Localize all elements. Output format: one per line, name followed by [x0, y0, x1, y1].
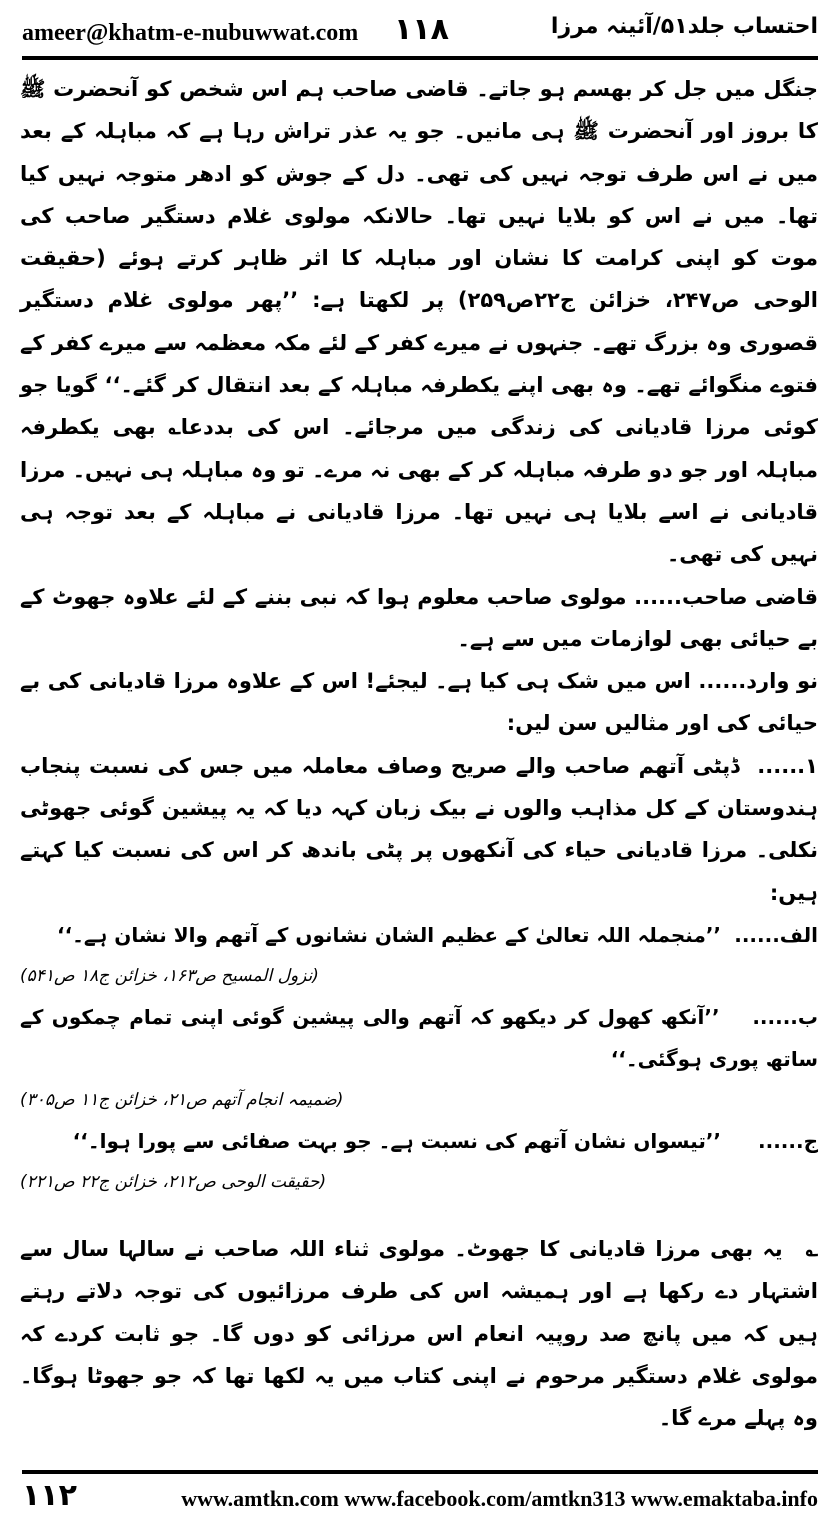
- quote-text: ’’تیسواں نشان آتھم کی نسبت ہے۔ جو بہت صفائی سے پورا ہوا۔‘‘: [72, 1128, 722, 1153]
- page-content: [20, 68, 818, 1439]
- reference-be: (ضمیمہ انجام آتھم ص۲۱، خزائن ج۱۱ ص۳۰۵): [20, 1089, 344, 1110]
- footer-links: www.amtkn.com www.facebook.com/amtkn313 www.emaktaba.info: [181, 1486, 818, 1511]
- dialogue-text: اس میں شک ہی کیا ہے۔ لیجئے! اس کے علاوہ مرزا قادیانی کی بے حیائی کی اور مثالیں سن لیں:: [20, 669, 818, 736]
- page-header: [22, 0, 818, 62]
- quote-jeem: [20, 1120, 818, 1162]
- dialogue-nowarid: [20, 660, 818, 745]
- quote-marker: الف......: [734, 922, 818, 947]
- header-title: احتساب جلد۵۱/آئینہ مرزا: [550, 14, 818, 39]
- reference-jeem: (حقیقت الوحی ص۲۱۲، خزائن ج۲۲ ص۲۲۱): [20, 1171, 327, 1192]
- speaker-label: قاضی صاحب......: [634, 584, 819, 609]
- numbered-item-1: [20, 745, 818, 914]
- footnote-text: یہ بھی مرزا قادیانی کا جھوٹ۔ مولوی ثناء اللہ صاحب نے سالہا سال سے اشتہار دے رکھا ہے اور ہمیشہ اس کی طرف مرزائیوں کی توجہ دلاتے رہتے ہیں کہ میں پانچ صد روپیہ انعام اس مرزائی کو دوں گا۔ جو ثابت کردے کہ مولوی غلام دستگیر مرحوم نے اپنی کتاب میں یہ لکھا تھا کہ جو جھوٹا ہوگا۔ وہ پہلے مرے گا۔: [20, 1236, 818, 1431]
- quote-alif: [20, 914, 818, 956]
- speaker-label: نو وارد......: [698, 669, 818, 694]
- header-page-number: ١١٨: [394, 12, 449, 47]
- quote-text: ’’منجملہ اللہ تعالیٰ کے عظیم الشان نشانوں کے آتھم والا نشان ہے۔‘‘: [56, 922, 722, 947]
- footnote: [20, 1228, 818, 1439]
- item-text: ڈپٹی آتھم صاحب والے صریح وصاف معاملہ میں جس کی نسبت پنجاب ہندوستان کے کل مذاہب والوں نے بیک زبان کہہ دیا کہ یہ پیشین گوئی جھوٹی نکلی۔ مرزا قادیانی حیاء کی آنکھوں پر پٹی باندھ کر اس کی نسبت کیا کہتے ہیں:: [20, 753, 818, 905]
- dialogue-text: مولوی صاحب معلوم ہوا کہ نبی بننے کے لئے علاوہ جھوٹ کے بے حیائی بھی لوازمات میں سے ہے۔: [20, 584, 818, 651]
- quote-be: [20, 996, 818, 1080]
- reference-alif: (نزول المسیح ص۱۶۳، خزائن ج۱۸ ص۵۴۱): [20, 965, 319, 986]
- item-marker: ۱......: [757, 753, 818, 778]
- header-rule: [22, 56, 818, 60]
- page-footer: [22, 1470, 818, 1522]
- footer-page-number: ١١٢: [22, 1478, 77, 1513]
- footnote-marker: ؎: [805, 1236, 818, 1261]
- quote-marker: ج......: [758, 1128, 818, 1153]
- quote-marker: ب......: [752, 1004, 818, 1029]
- footnote-gap: [20, 1202, 818, 1228]
- footer-rule: [22, 1470, 818, 1474]
- dialogue-qazi: [20, 576, 818, 661]
- header-email: ameer@khatm-e-nubuwwat.com: [22, 20, 359, 46]
- paragraph-1: جنگل میں جل کر بھسم ہو جاتے۔ قاضی صاحب ہم اس شخص کو آنحضرت ﷺ کا بروز اور آنحضرت ﷺ ہی مانیں۔ جو یہ عذر تراش رہا ہے کہ مباہلہ کے بعد میں نے اس طرف توجہ نہیں کی تھی۔ دل کے جوش کو ادھر متوجہ نہیں کیا تھا۔ میں نے اس کو بلایا نہیں تھا۔ حالانکہ مولوی غلام دستگیر صاحب کی موت کو اپنی کرامت کا نشان اور مباہلہ کا اثر ظاہر کرتے ہوئے (حقیقت الوحی ص۲۴۷، خزائن ج۲۲ص۲۵۹) پر لکھتا ہے: ’’پھر مولوی غلام دستگیر قصوری وہ بزرگ تھے۔ جنہوں نے میرے کفر کے لئے مکہ معظمہ سے میرے کفر کے فتوے منگوائے تھے۔ وہ بھی اپنے یکطرفہ مباہلہ کے بعد انتقال کر گئے۔‘‘ گویا جو کوئی مرزا قادیانی کی زندگی میں مرجائے۔ اس کی بددعا؎ بھی یکطرفہ مباہلہ اور جو دو طرفہ مباہلہ کر کے بھی نہ مرے۔ تو وہ مباہلہ ہی نہیں۔ مرزا قادیانی نے اسے بلایا ہی نہیں تھا۔ مرزا قادیانی نے مباہلہ کے بعد توجہ ہی نہیں کی تھی۔: [20, 77, 818, 567]
- quote-text: ’’آنکھ کھول کر دیکھو کہ آتھم والی پیشین گوئی اپنی تمام چمکوں کے ساتھ پوری ہوگئی۔‘‘: [20, 1004, 818, 1071]
